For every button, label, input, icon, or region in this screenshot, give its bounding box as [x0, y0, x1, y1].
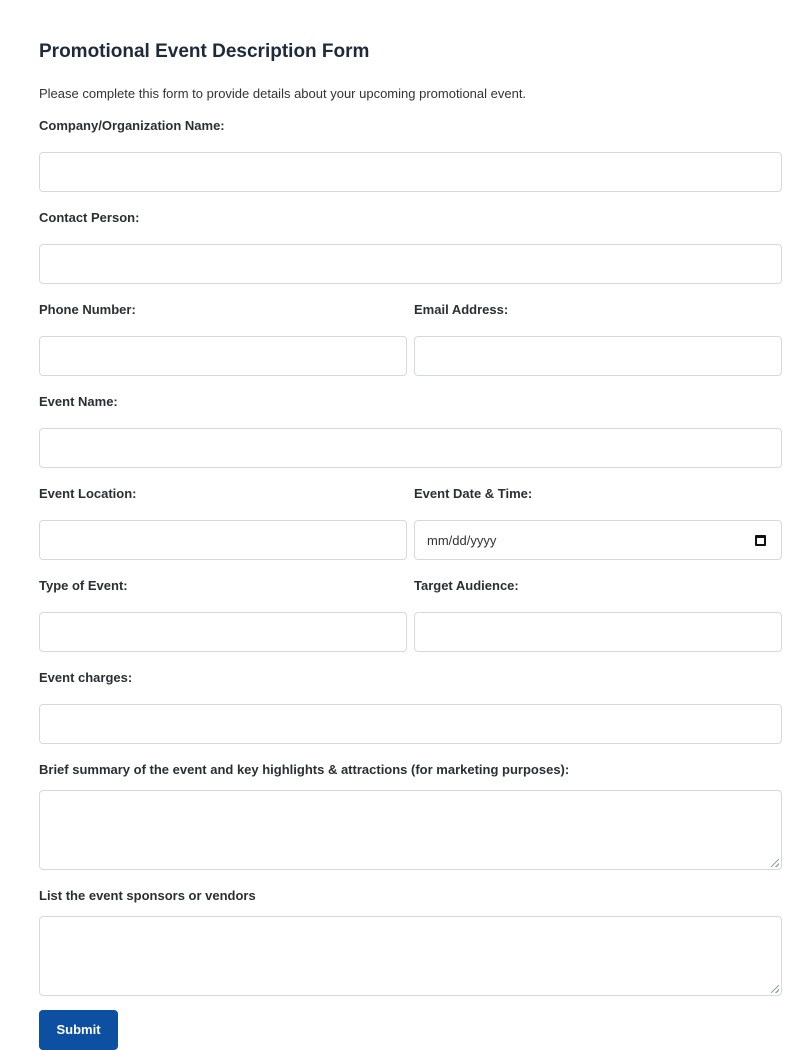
event-name-label: Event Name: [39, 394, 118, 409]
email-label: Email Address: [414, 302, 509, 317]
summary-label: Brief summary of the event and key highlights & attractions (for marketing purposes): [39, 762, 570, 777]
submit-button[interactable]: Submit [39, 1010, 118, 1050]
location-label: Event Location: [39, 486, 137, 501]
sponsors-label: List the event sponsors or vendors [39, 888, 256, 903]
audience-input[interactable] [414, 612, 782, 652]
resize-handle-icon[interactable] [771, 985, 779, 993]
event-type-input[interactable] [39, 612, 407, 652]
event-type-label: Type of Event: [39, 578, 128, 593]
charges-label: Event charges: [39, 670, 133, 685]
company-label: Company/Organization Name: [39, 118, 225, 133]
form-title: Promotional Event Description Form [39, 41, 370, 62]
calendar-icon[interactable] [755, 535, 766, 546]
event-name-input[interactable] [39, 428, 782, 468]
datetime-input[interactable] [414, 520, 782, 560]
phone-input[interactable] [39, 336, 407, 376]
resize-handle-icon[interactable] [771, 859, 779, 867]
contact-input[interactable] [39, 244, 782, 284]
company-input[interactable] [39, 152, 782, 192]
audience-label: Target Audience: [414, 578, 519, 593]
datetime-label: Event Date & Time: [414, 486, 533, 501]
phone-label: Phone Number: [39, 302, 136, 317]
email-input[interactable] [414, 336, 782, 376]
location-input[interactable] [39, 520, 407, 560]
summary-textarea[interactable] [39, 790, 782, 870]
form-intro: Please complete this form to provide details about your upcoming promotional event. [39, 86, 527, 101]
datetime-placeholder: mm/dd/yyyy [427, 532, 497, 548]
contact-label: Contact Person: [39, 210, 140, 225]
sponsors-textarea[interactable] [39, 916, 782, 996]
charges-input[interactable] [39, 704, 782, 744]
